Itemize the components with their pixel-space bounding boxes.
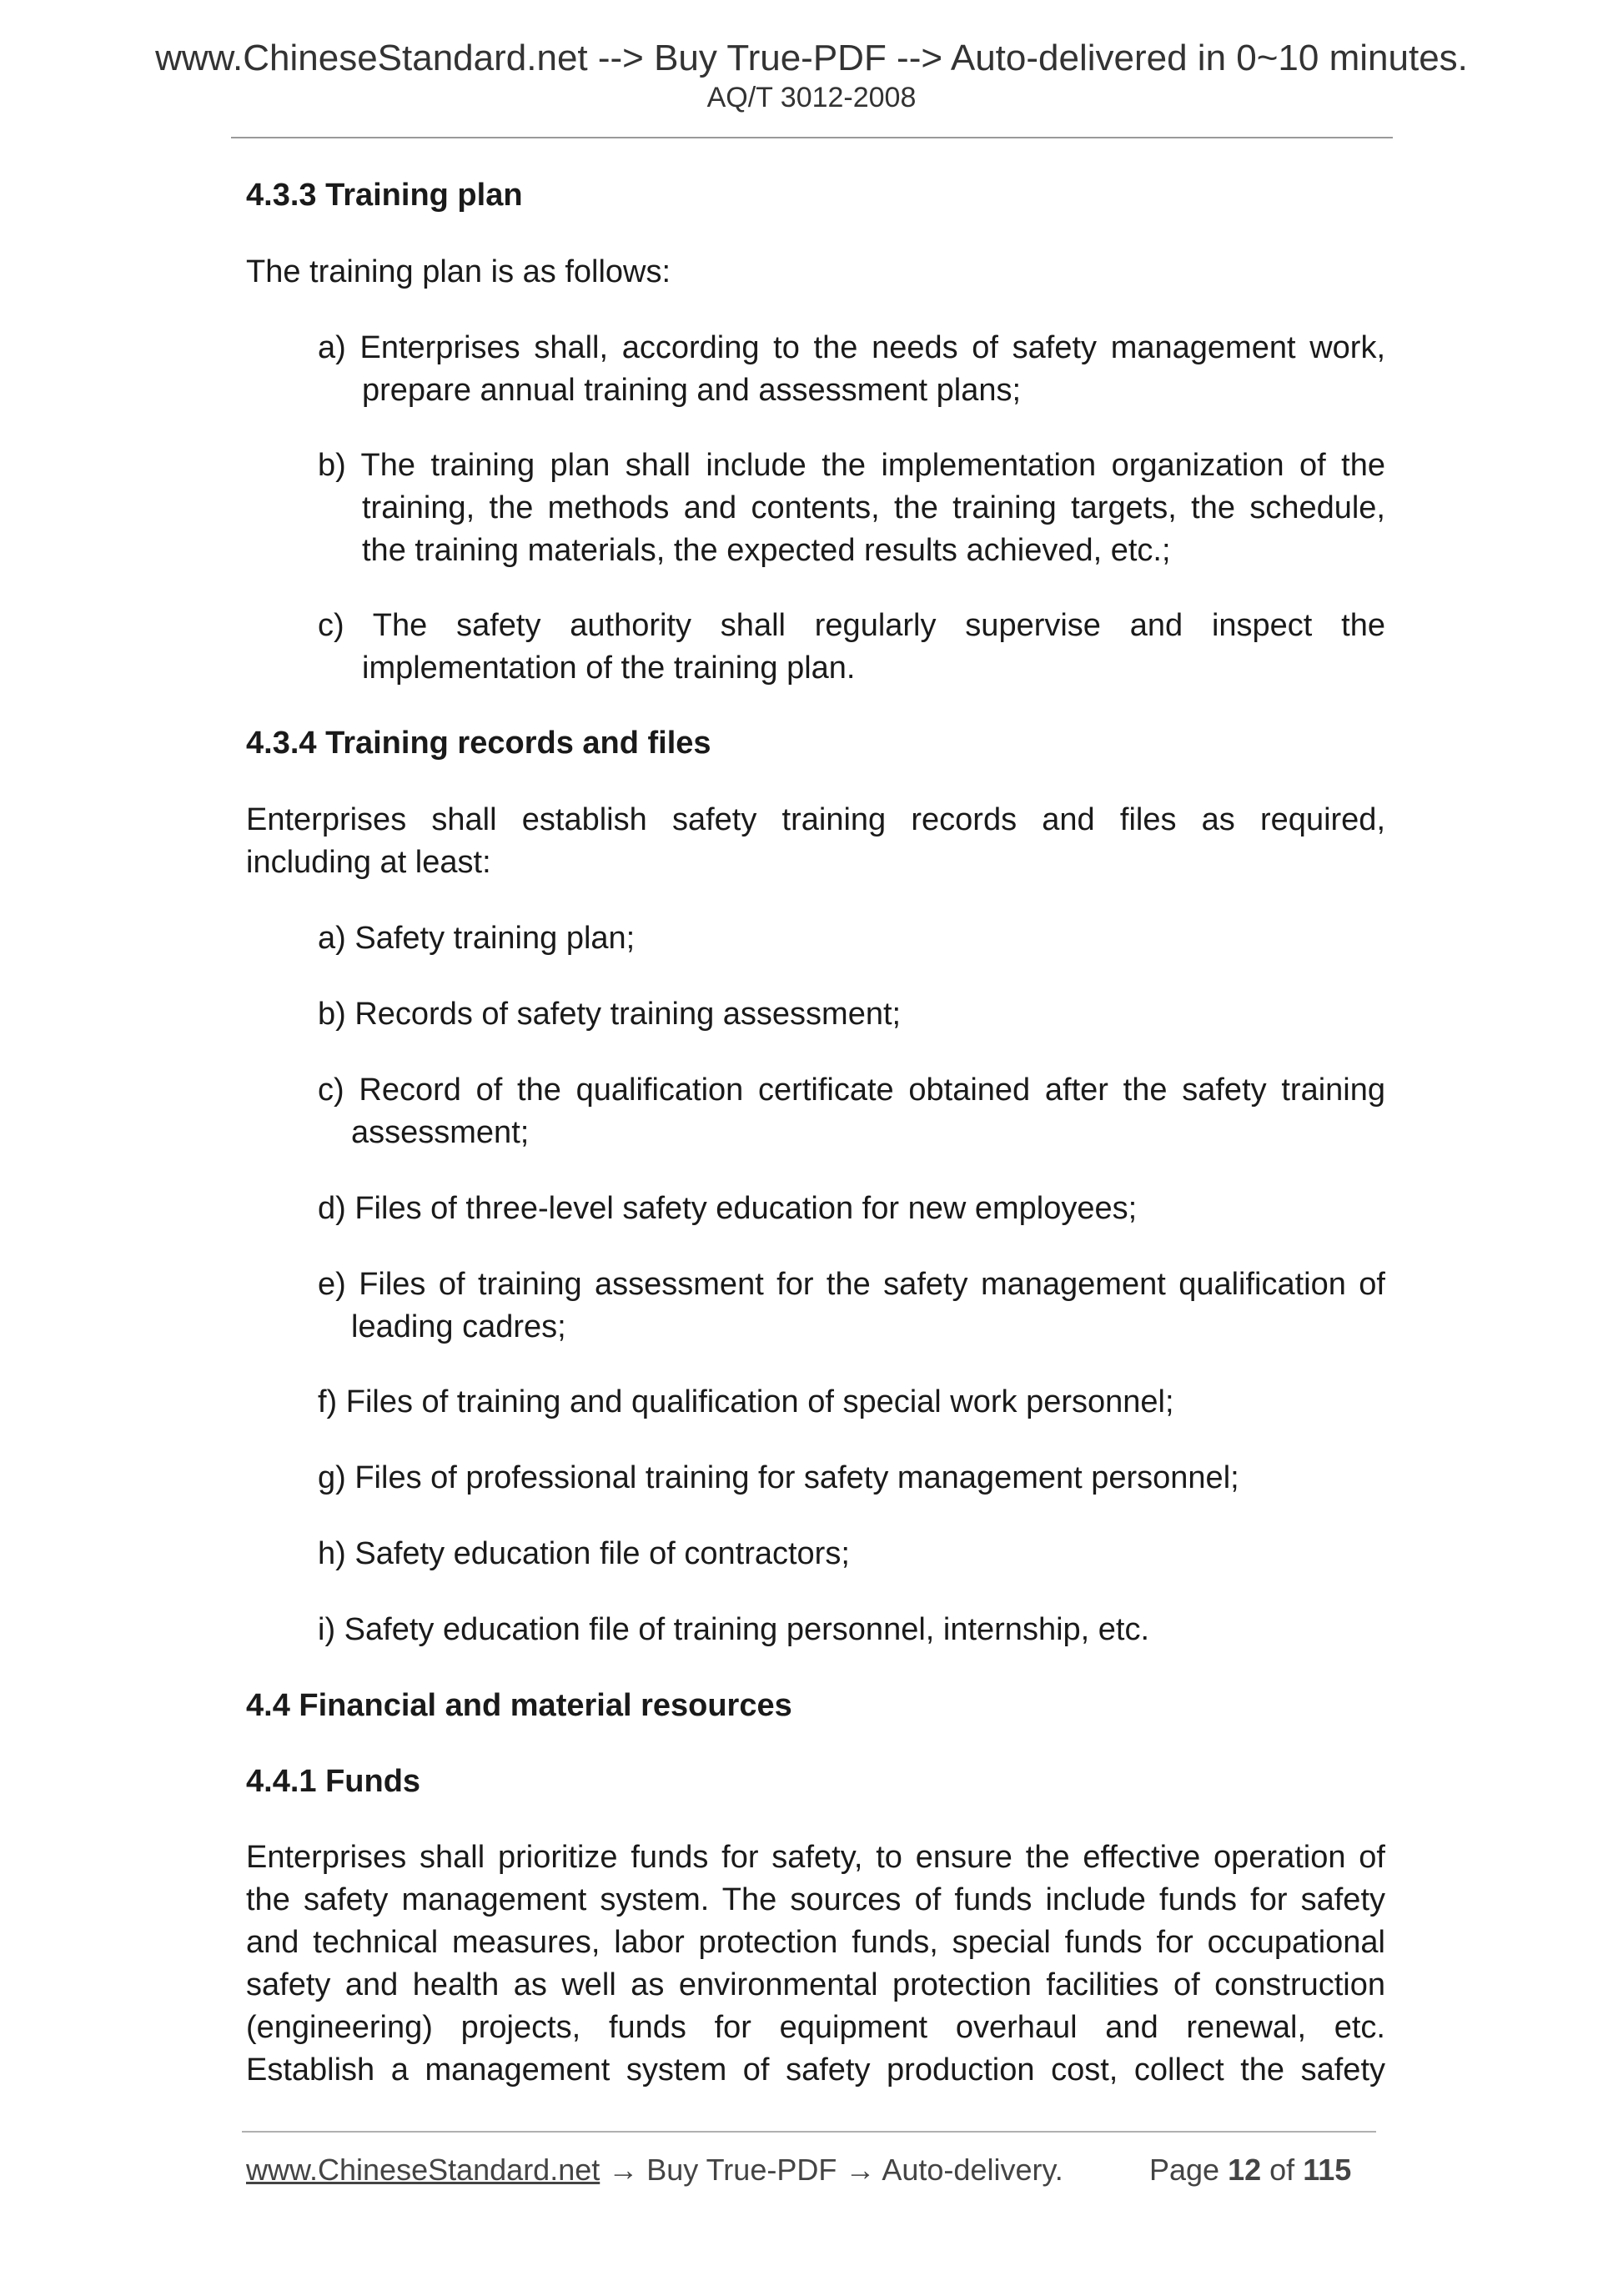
paragraph-line: the safety management system. The sources of funds include funds for safety: [246, 1882, 1385, 1917]
arrow-right-icon: →: [837, 2153, 882, 2187]
list-item-line: b) The training plan shall include the implementation organization of the: [318, 448, 1385, 483]
document-number: AQ/T 3012-2008: [706, 82, 917, 113]
list-item-line: the training materials, the expected results achieved, etc.;: [362, 533, 1171, 568]
list-item-records-d: d) Files of three-level safety education for new employees;: [318, 1191, 1138, 1226]
section-heading-4-3-3: 4.3.3 Training plan: [246, 178, 523, 213]
list-item-records-i: i) Safety education file of training personnel, internship, etc.: [318, 1612, 1150, 1647]
paragraph-line: Enterprises shall establish safety training records and files as required,: [246, 802, 1385, 837]
page-of-label: of: [1269, 2153, 1295, 2187]
list-item-records-c: [318, 1069, 1385, 1154]
footer-auto-text: Auto-delivery.: [882, 2153, 1063, 2187]
list-item-training-plan-b: [318, 445, 1385, 572]
paragraph-line: Enterprises shall prioritize funds for safety, to ensure the effective operation of: [246, 1840, 1385, 1875]
page-current: 12: [1228, 2153, 1262, 2187]
site-banner[interactable]: www.ChineseStandard.net --> Buy True-PDF --> Auto-delivered in 0~10 minutes.: [155, 38, 1468, 78]
arrow-right-icon: →: [600, 2153, 647, 2187]
section-heading-4-4-1: 4.4.1 Funds: [246, 1764, 421, 1799]
footer-buy-text: Buy True-PDF: [646, 2153, 837, 2187]
footer-site-link[interactable]: www.ChineseStandard.net: [246, 2153, 600, 2187]
list-item-line: assessment;: [351, 1115, 530, 1150]
list-item-records-g: g) Files of professional training for safety management personnel;: [318, 1460, 1239, 1495]
list-item-training-plan-a: [318, 327, 1385, 412]
paragraph-training-plan-intro: The training plan is as follows:: [246, 254, 671, 289]
list-item-line: e) Files of training assessment for the safety management qualification of: [318, 1267, 1385, 1302]
list-item-line: c) Record of the qualification certificate obtained after the safety training: [318, 1073, 1385, 1108]
list-item-records-e: [318, 1264, 1385, 1349]
list-item-line: prepare annual training and assessment plans;: [362, 373, 1022, 408]
footer-promo: [246, 2153, 1063, 2187]
page-label: Page: [1149, 2153, 1220, 2187]
paragraph-line: (engineering) projects, funds for equipment overhaul and renewal, etc.: [246, 2010, 1385, 2045]
paragraph-line: including at least:: [246, 845, 491, 880]
section-heading-4-4: 4.4 Financial and material resources: [246, 1688, 792, 1723]
page-total: 115: [1303, 2153, 1352, 2187]
paragraph-funds: [246, 1836, 1385, 2092]
paragraph-line: safety and health as well as environmental protection facilities of construction: [246, 1967, 1385, 2002]
footer-divider: [242, 2131, 1376, 2133]
paragraph-line: Establish a management system of safety production cost, collect the safety: [246, 2052, 1385, 2088]
list-item-records-a: a) Safety training plan;: [318, 921, 636, 956]
list-item-line: c) The safety authority shall regularly supervise and inspect the: [318, 608, 1385, 643]
list-item-line: training, the methods and contents, the training targets, the schedule,: [362, 490, 1385, 525]
list-item-line: a) Enterprises shall, according to the needs of safety management work,: [318, 330, 1385, 365]
list-item-records-b: b) Records of safety training assessment;: [318, 997, 902, 1032]
list-item-training-plan-c: [318, 605, 1385, 690]
page-indicator: [1149, 2153, 1351, 2187]
paragraph-line: and technical measures, labor protection funds, special funds for occupational: [246, 1925, 1385, 1960]
list-item-records-f: f) Files of training and qualification of special work personnel;: [318, 1384, 1174, 1419]
paragraph-training-records-intro: [246, 799, 1385, 884]
list-item-line: leading cadres;: [351, 1309, 566, 1344]
section-heading-4-3-4: 4.3.4 Training records and files: [246, 726, 711, 761]
list-item-records-h: h) Safety education file of contractors;: [318, 1536, 850, 1571]
list-item-line: implementation of the training plan.: [362, 651, 856, 686]
